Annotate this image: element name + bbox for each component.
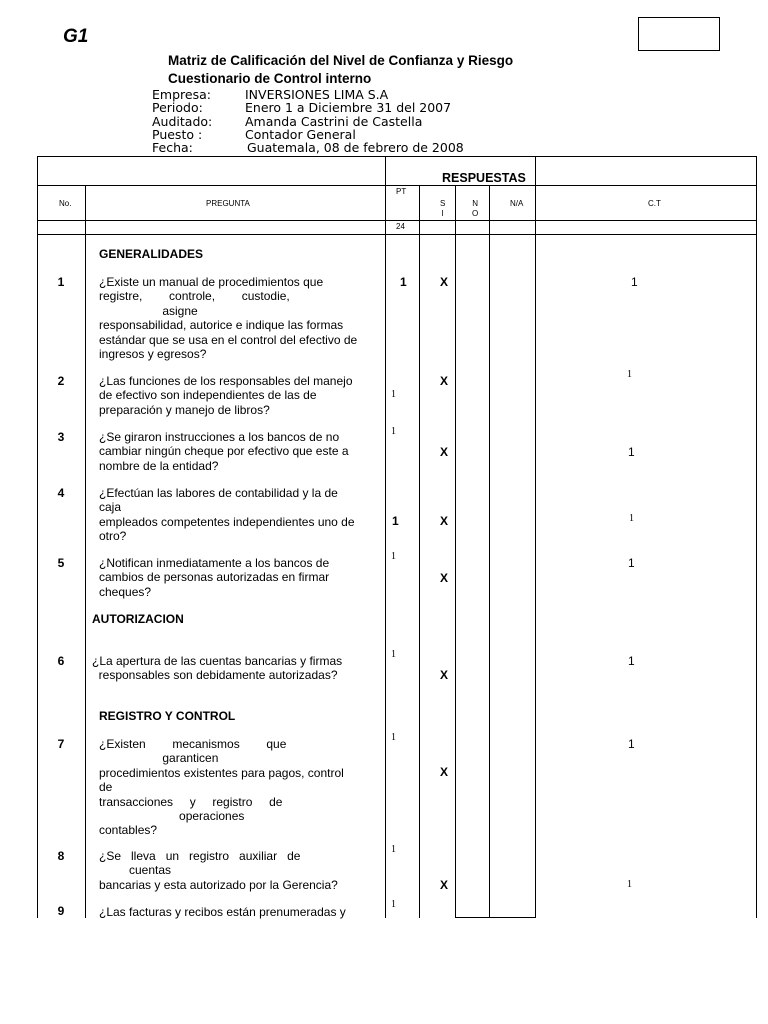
question-pt: 1	[391, 389, 396, 400]
question-ct: 1	[628, 737, 635, 751]
question-text: ¿Existe un manual de procedimientos que registre, controle, custodie, asigne responsabilidad, autorice e indique las formas estándar que se usa en el control del efectivo de ingresos y egresos?	[99, 275, 358, 362]
question-number: 5	[57, 556, 65, 570]
pt-column-header: PT	[396, 187, 407, 196]
si-column-header: S I	[440, 199, 446, 218]
section-generalidades: GENERALIDADES	[99, 247, 204, 261]
answer-si-mark: X	[440, 374, 449, 388]
fecha-label: Fecha:	[152, 140, 193, 155]
section-registro-control: REGISTRO Y CONTROL	[99, 709, 236, 723]
auditado-label: Auditado:	[152, 114, 213, 129]
question-ct: 1	[628, 556, 635, 570]
question-text: ¿Se lleva un registro auxiliar de cuentas bancarias y esta autorizado por la Gerencia?	[99, 849, 338, 892]
question-pt: 1	[391, 649, 396, 660]
answer-si-mark: X	[440, 275, 449, 289]
question-number: 2	[57, 374, 65, 388]
fecha-value: Guatemala, 08 de febrero de 2008	[247, 140, 464, 155]
periodo-value: Enero 1 a Diciembre 31 del 2007	[245, 100, 452, 115]
question-number: 8	[57, 849, 65, 863]
question-pt: 1	[391, 899, 396, 910]
question-text: ¿Existen mecanismos que garanticen procedimientos existentes para pagos, control de transacciones y registro de operaciones contables?	[99, 737, 344, 838]
question-ct: 1	[628, 654, 635, 668]
question-text: ¿Se giraron instrucciones a los bancos de no cambiar ningún cheque por efectivo que este a nombre de la entidad?	[99, 430, 349, 473]
puesto-value: Contador General	[245, 127, 356, 142]
no-column-header: No.	[59, 199, 72, 208]
question-text: ¿Las facturas y recibos están prenumeradas y	[99, 905, 346, 919]
question-ct: 1	[627, 879, 632, 890]
reference-box	[638, 17, 720, 51]
answer-si-mark: X	[440, 445, 449, 459]
question-ct: 1	[628, 445, 635, 459]
answer-si-mark: X	[440, 878, 449, 892]
question-number: 1	[57, 275, 65, 289]
question-text: ¿Efectúan las labores de contabilidad y la de caja empleados competentes independientes uno de otro?	[99, 486, 355, 544]
question-pt: 1	[392, 514, 399, 528]
question-ct: 1	[631, 275, 638, 289]
question-pt: 1	[400, 275, 407, 289]
question-ct: 1	[627, 369, 632, 380]
question-pt: 1	[391, 732, 396, 743]
question-number: 7	[57, 737, 65, 751]
empresa-label: Empresa:	[152, 87, 211, 102]
respuestas-header: RESPUESTAS	[442, 171, 526, 185]
section-autorizacion: AUTORIZACION	[92, 612, 184, 626]
answer-si-mark: X	[440, 668, 449, 682]
document-title: Matriz de Calificación del Nivel de Confianza y Riesgo	[168, 53, 514, 68]
na-column-header: N/A	[510, 199, 524, 208]
auditado-value: Amanda Castrini de Castella	[245, 114, 423, 129]
question-text: ¿La apertura de las cuentas bancarias y firmas responsables son debidamente autorizadas?	[92, 654, 343, 683]
empresa-value: INVERSIONES LIMA S.A	[245, 87, 389, 102]
question-text: ¿Notifican inmediatamente a los bancos de cambios de personas autorizadas en firmar cheques?	[99, 556, 330, 599]
question-ct: 1	[629, 513, 634, 524]
answer-si-mark: X	[440, 514, 449, 528]
answer-si-mark: X	[440, 571, 449, 585]
ct-column-header: C.T	[648, 199, 661, 208]
document-subtitle: Cuestionario de Control interno	[168, 71, 372, 86]
question-number: 9	[57, 904, 65, 918]
pt-total: 24	[396, 222, 405, 231]
question-pt: 1	[391, 426, 396, 437]
pregunta-column-header: PREGUNTA	[206, 199, 250, 208]
no-answer-column-header: N O	[472, 199, 479, 218]
periodo-label: Periodo:	[152, 100, 203, 115]
puesto-label: Puesto :	[152, 127, 203, 142]
answer-si-mark: X	[440, 765, 449, 779]
document-code: G1	[63, 26, 89, 47]
question-pt: 1	[391, 551, 396, 562]
question-text: ¿Las funciones de los responsables del manejo de efectivo son independientes de las de preparación y manejo de libros?	[99, 374, 353, 417]
question-pt: 1	[391, 844, 396, 855]
question-number: 3	[57, 430, 65, 444]
question-number: 4	[57, 486, 65, 500]
question-number: 6	[57, 654, 65, 668]
